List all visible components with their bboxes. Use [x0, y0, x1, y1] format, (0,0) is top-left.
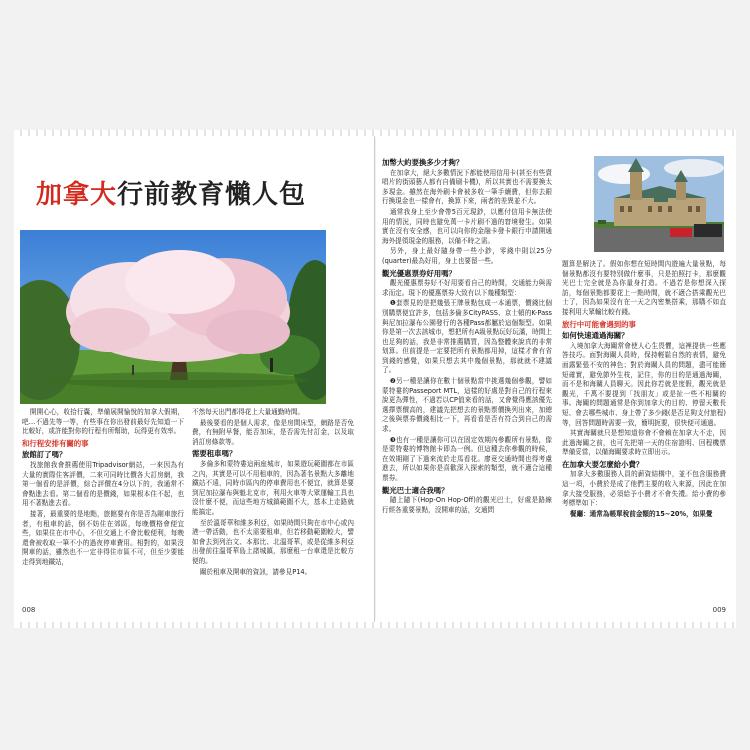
cherry-blossom-tree-photo [20, 230, 326, 404]
list-item: ❸也有一種是讓你可以在固定效期內參觀所有景點，像是蒙特婁的博物館卡即為一例。但這種去你參觀的時候，在效期剛了下過來流於走馬看花。廖竟交通時間也得考慮進去，所以如果你是喜歡深入探索的類型，就不適合這種票券。 [382, 435, 552, 482]
paragraph: 題算是解決了。假如你想在短時間內遊遍大量景點，每個景點都沒有要特別做什麼事，只是拍照打卡，那麼觀光巴士完全就是為你量身打造。不過若是你想深入探訪，每個景點都要花上一點時間，就不適合搭乘觀光巴士了，因為如果沒有在一天之內密集搭乘，那購不如直接利用大眾輸比較有錢。 [562, 260, 726, 316]
paragraph: 最後要看的是個人需求，像是房間床型，網路是否免費，有無附早餐，能否加床，是否需先付訂金，以及取消訂房條款等。 [192, 418, 354, 446]
paragraph: 觀光優惠票券好不好用要看自己的時間，交通能力與需求而定。現下的優惠票券大致有以下幾種類型： [382, 279, 552, 297]
paragraph: 多倫多和蒙特婁這兩座城市，如果遊玩範圍都在市區之內，其實是可以不用租車的，因為著名景點大多離地鐵站不遠，同時市區內的停車費用也不便宜，就算是要到尼加拉瀑布與魁北克市，利用火車等大眾運輸工具也沒什麼不便，而這些地方城鎮範圍不大，基本上走路就能搞定。 [192, 459, 354, 516]
paragraph: 開開心心，收拾行囊，準備展開愉悅的加拿大假期，吧…不過先等一等，有些事在你出發前最好先知道一下比較好，或許能對你的行程有所幫助，玩得更有效率。 [22, 408, 184, 436]
paragraph: 至於溫哥華和維多利亞，如果時間只夠在市中心或內港一帶活動，也不太需要租車，但若移動範圍較大，譬如會去到列治文、本那比、北溫哥華，或是從維多利亞出發前往溫哥華島上諸城鎮，那麼租一台車還是比較方便的。 [192, 518, 354, 565]
sub-heading: 加幣大約要換多少才夠？ [382, 158, 464, 167]
cherry-blossom-tree-icon [20, 230, 326, 404]
paragraph: 其實海關就只是想知道你會不會賴在加拿大不走，因此過海關之前，也可先把第一天的住宿證明、回程機票準備妥當，以備海關要求時立即出示。 [562, 429, 726, 457]
section-heading: 和行程安排有關的事 [22, 438, 89, 448]
sub-heading: 旅館訂了嗎？ [22, 450, 67, 460]
sub-heading: 觀光巴士適合我嗎？ [382, 485, 449, 495]
right-column-1 [382, 156, 552, 516]
list-item: ❷另一種是讓你在數十個景點當中挑選幾個參觀，譬如蒙特婁的Passeport MTL，這樣的好處是對自己的行程來說更為彈性，不過若以CP值來看的話，又會覺得應該優先選擇票價高的，建議先把想去的景點票價換列出來，加總之後與票券價錢相比一下，再看看是否有符合到自己的需求。 [382, 377, 552, 434]
book-spread [14, 136, 736, 622]
paragraph: 加拿大多數服務人員的薪資結構中，並不包含服務費這一項，小費於是成了他們主要的收入來源，因此在加拿大接受服務，必須給予小費才不會失禮。給小費的參考標準如下： [562, 470, 726, 508]
paragraph: 關於租車及開車的資訊，請參見P14。 [199, 567, 312, 576]
page-title [36, 174, 306, 211]
paragraph: 在加拿大，絕大多數情況下都能使用信用卡(甚至有些賣唱片的街頭藝人都有自備刷卡機)，所以其實也不需要換太多現金。雖然在海外刷卡會被多收一筆手續費，但你去銀行換現金也一樣會有，換算下來，兩者的差異並不大。 [382, 168, 552, 206]
paragraph: 接著，最重要的是地點，旅館要有你是否為剛車旅行者，有租車的話，倒不妨住在郊區，每晚價格會便宜些，如果住在市中心，不但交通上不會比較便利，每晚還會被收取一筆不小的過夜停車費用。相對的，如果沒開車的話，雖然也不一定非得住市區不可，但至少要能走得到地鐵站， [22, 509, 184, 566]
title-red: 加拿大 [36, 180, 118, 210]
left-column-2 [192, 408, 354, 578]
page-number: 008 [22, 606, 36, 614]
list-item: ❶套票見的是把幾張王牌景點包成一本通票，價錢比個別購票便宜許多，包括多倫多CityPASS、京士頓的K-Pass與尼加拉瀑布公園發行的各種Pass都屬於這個類型。如果你是第一次去該城市，想把所有A級景點玩好玩滿，時間上也足夠的話，我是非常推薦購買，因為整體來說真的非常划算。但前提是一定要把所有景點都用掉，這樣才會有省到錢的感覺，如果只想去其中幾個景點，那就就不建議了。 [382, 299, 552, 375]
paragraph: 入境加拿大海關常會使人心生畏懼，這裡提供一些應答技巧。面對海關人員時，保持輕鬆自然的表情，避免面露緊張不安的神色；對於海關人員的問題，盡可能簡短確實，避免節外生枝，記住，你的目的是通過海關，而不是和海關人員聊天。因此你若就是度假，觀光就是觀光，千萬不要提到「找朋友」或是扯一些不相關的事。海關的問題通常是你到加拿大的目的、停留天數長短、會去哪些城市、身上帶了多少錢(是否足夠支付旅程)等，回答問題時需要一致，簡明扼要，很快便可通過。 [562, 341, 726, 427]
left-column-1 [22, 408, 184, 569]
sub-heading: 需要租車嗎？ [192, 449, 237, 459]
page-number: 009 [712, 606, 726, 614]
paragraph: 隨上隨下(Hop-On Hop-Off)的觀光巴士，好處是路線行經各重要景點，沒開車的話，交通問 [382, 496, 552, 514]
sub-heading: 在加拿大要怎麼給小費？ [562, 459, 644, 469]
sub-heading: 如何快速通過海關？ [562, 331, 629, 341]
right-column-2 [562, 260, 726, 520]
paragraph: 餐廳：通常為帳單稅前金額的15~20%，如果覺 [569, 509, 713, 518]
paragraph: 另外，身上最好隨身帶一些小鈔，零錢中則以25分(quarter)最為好用，身上也要留一些。 [382, 247, 552, 265]
left-page [14, 136, 375, 622]
paragraph: 通常我身上至少會帶5百元現鈔，以應付信用卡無法使用的情況，同時也避免萬一卡片刷不過的窘境發生。如果實在沒有安全感，也可以向你的金融卡發卡銀行申請開通海外提領現金的服務，以備不時之需。 [382, 207, 552, 245]
title-black: 行前教育懶人包 [117, 180, 307, 210]
sub-heading: 觀光優惠票券好用嗎？ [382, 268, 456, 278]
parliament-building-photo [594, 156, 724, 252]
paragraph: 找旅館我會推薦使用Tripadvisor網站，一來因為有大量的實際住客評價，二來可同時比價各大訂房網，我第一個看的是評價，綜合評價在4分以下的，我通常不會點進去看。第二個看的是價錢，如果根本住不起，也用不著點進去看。 [22, 460, 184, 508]
paragraph: 不然每天出門都得花上大量通勤時間。 [192, 408, 305, 416]
right-page [376, 136, 736, 622]
section-heading: 旅行中可能會遇到的事 [562, 319, 636, 329]
parliament-building-icon [594, 156, 724, 252]
